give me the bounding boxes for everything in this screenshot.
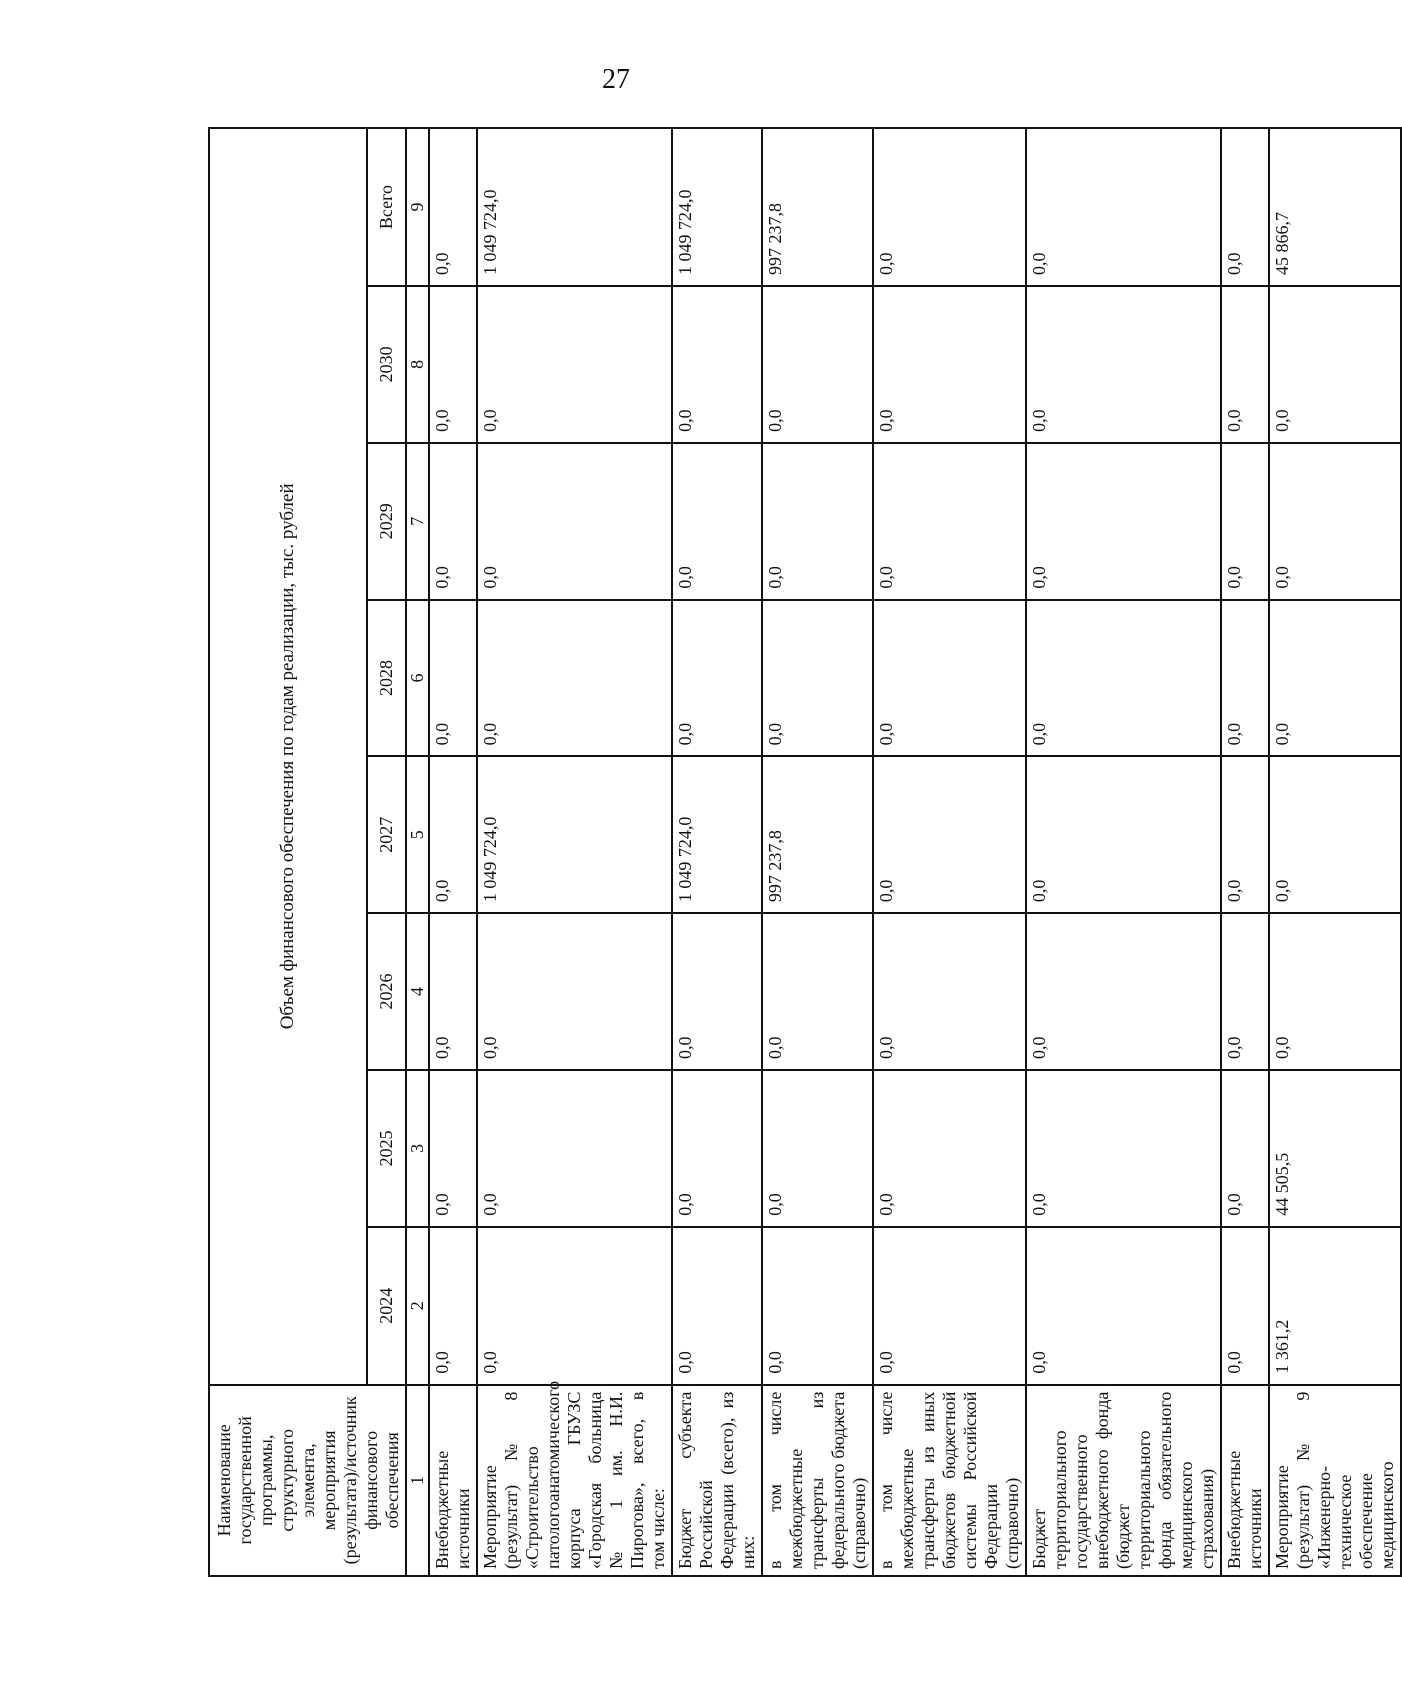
column-number: 6	[406, 600, 429, 757]
row-value: 0,0	[1269, 756, 1401, 913]
financing-table	[208, 127, 1402, 1577]
row-value: 1 361,2	[1269, 1227, 1401, 1385]
page-number: 27	[602, 64, 630, 95]
rotated-table-wrapper	[208, 127, 1397, 1577]
row-value: 0,0	[1221, 1227, 1269, 1385]
row-value: 0,0	[762, 443, 873, 600]
row-value: 0,0	[1221, 600, 1269, 757]
table-row	[477, 128, 672, 1576]
row-value: 1 049 724,0	[672, 128, 762, 286]
table-row	[1026, 128, 1221, 1576]
column-number-row	[406, 128, 429, 1576]
row-value: 44 505,5	[1269, 1070, 1401, 1227]
row-value: 0,0	[873, 1227, 1026, 1385]
row-name: Мероприятие (результат) № 9 «Инженерно-техническое обеспечение медицинского	[1269, 1385, 1401, 1576]
table-row	[672, 128, 762, 1576]
row-value: 0,0	[873, 1070, 1026, 1227]
row-value: 0,0	[1221, 756, 1269, 913]
row-value: 0,0	[1221, 913, 1269, 1070]
row-value: 0,0	[873, 286, 1026, 443]
column-number: 1	[406, 1385, 429, 1576]
row-value: 997 237,8	[762, 128, 873, 286]
year-header: 2030	[367, 286, 406, 443]
row-name: в том числе межбюджетные трансферты из иных бюджетов бюджетной системы Российской Федерации (справочно)	[873, 1385, 1026, 1576]
row-value: 0,0	[1269, 286, 1401, 443]
row-value: 0,0	[477, 1227, 672, 1385]
row-value: 0,0	[429, 756, 477, 913]
row-value: 0,0	[672, 1227, 762, 1385]
table-row	[1269, 128, 1401, 1576]
row-value: 0,0	[477, 913, 672, 1070]
column-number: 5	[406, 756, 429, 913]
row-value: 0,0	[477, 443, 672, 600]
row-value: 0,0	[762, 286, 873, 443]
row-value: 0,0	[672, 443, 762, 600]
row-value: 0,0	[477, 600, 672, 757]
row-value: 1 049 724,0	[672, 756, 762, 913]
row-name: Внебюджетные источники	[1221, 1385, 1269, 1576]
year-header: 2029	[367, 443, 406, 600]
row-value: 0,0	[762, 913, 873, 1070]
row-value: 0,0	[1221, 1070, 1269, 1227]
row-value: 0,0	[873, 913, 1026, 1070]
row-value: 0,0	[477, 286, 672, 443]
year-header: 2024	[367, 1227, 406, 1385]
row-value: 0,0	[1269, 913, 1401, 1070]
column-number: 7	[406, 443, 429, 600]
row-value: 0,0	[1026, 756, 1221, 913]
year-header: 2028	[367, 600, 406, 757]
column-number: 4	[406, 913, 429, 1070]
header-row	[209, 128, 367, 1576]
row-value: 0,0	[1269, 443, 1401, 600]
table-row	[429, 128, 477, 1576]
row-name: Внебюджетные источники	[429, 1385, 477, 1576]
name-column-header: Наименование государственной программы, структурного элемента, мероприятия (результата)/источник финансового обеспечения	[209, 1385, 406, 1576]
row-value: 0,0	[762, 1227, 873, 1385]
row-value: 0,0	[672, 286, 762, 443]
row-value: 0,0	[1026, 913, 1221, 1070]
row-value: 0,0	[477, 1070, 672, 1227]
row-value: 0,0	[429, 286, 477, 443]
row-value: 1 049 724,0	[477, 756, 672, 913]
row-value: 0,0	[672, 1070, 762, 1227]
years-row	[367, 128, 406, 1576]
year-header: 2025	[367, 1070, 406, 1227]
row-value: 0,0	[429, 1227, 477, 1385]
row-value: 0,0	[873, 600, 1026, 757]
row-value: 0,0	[873, 756, 1026, 913]
row-name: Бюджет субъекта Российской Федерации (всего), из них:	[672, 1385, 762, 1576]
row-value: 1 049 724,0	[477, 128, 672, 286]
row-value: 0,0	[1026, 443, 1221, 600]
row-name: Бюджет территориального государственного внебюджетного фонда (бюджет территориального фонда обязательного медицинского страхования)	[1026, 1385, 1221, 1576]
row-value: 45 866,7	[1269, 128, 1401, 286]
row-value: 0,0	[873, 128, 1026, 286]
row-name: в том числе межбюджетные трансферты из федерального бюджета (справочно)	[762, 1385, 873, 1576]
row-value: 0,0	[672, 600, 762, 757]
row-value: 0,0	[429, 443, 477, 600]
table-row	[873, 128, 1026, 1576]
column-number: 2	[406, 1227, 429, 1385]
row-value: 0,0	[1026, 128, 1221, 286]
total-header: Всего	[367, 128, 406, 286]
row-value: 0,0	[1221, 128, 1269, 286]
row-value: 0,0	[429, 128, 477, 286]
year-header: 2026	[367, 913, 406, 1070]
row-value: 0,0	[1269, 600, 1401, 757]
column-number: 3	[406, 1070, 429, 1227]
table-row	[762, 128, 873, 1576]
row-value: 0,0	[672, 913, 762, 1070]
row-value: 0,0	[1221, 286, 1269, 443]
row-value: 0,0	[1026, 1227, 1221, 1385]
row-value: 0,0	[762, 1070, 873, 1227]
row-value: 0,0	[429, 600, 477, 757]
row-value: 0,0	[1026, 286, 1221, 443]
volume-title: Объем финансового обеспечения по годам реализации, тыс. рублей	[209, 128, 367, 1385]
rotated-table-area	[208, 127, 1397, 1577]
row-value: 0,0	[762, 600, 873, 757]
column-number: 8	[406, 286, 429, 443]
row-value: 0,0	[1221, 443, 1269, 600]
year-header: 2027	[367, 756, 406, 913]
row-value: 0,0	[873, 443, 1026, 600]
column-number: 9	[406, 128, 429, 286]
table-row	[1221, 128, 1269, 1576]
row-name: Мероприятие (результат) № 8 «Строительство патологоанатомического корпуса ГБУЗС «Городская больница № 1 им. Н.И. Пирогова», всего, в том числе:	[477, 1385, 672, 1576]
row-value: 0,0	[429, 1070, 477, 1227]
row-value: 0,0	[1026, 1070, 1221, 1227]
row-value: 0,0	[1026, 600, 1221, 757]
row-value: 997 237,8	[762, 756, 873, 913]
row-value: 0,0	[429, 913, 477, 1070]
